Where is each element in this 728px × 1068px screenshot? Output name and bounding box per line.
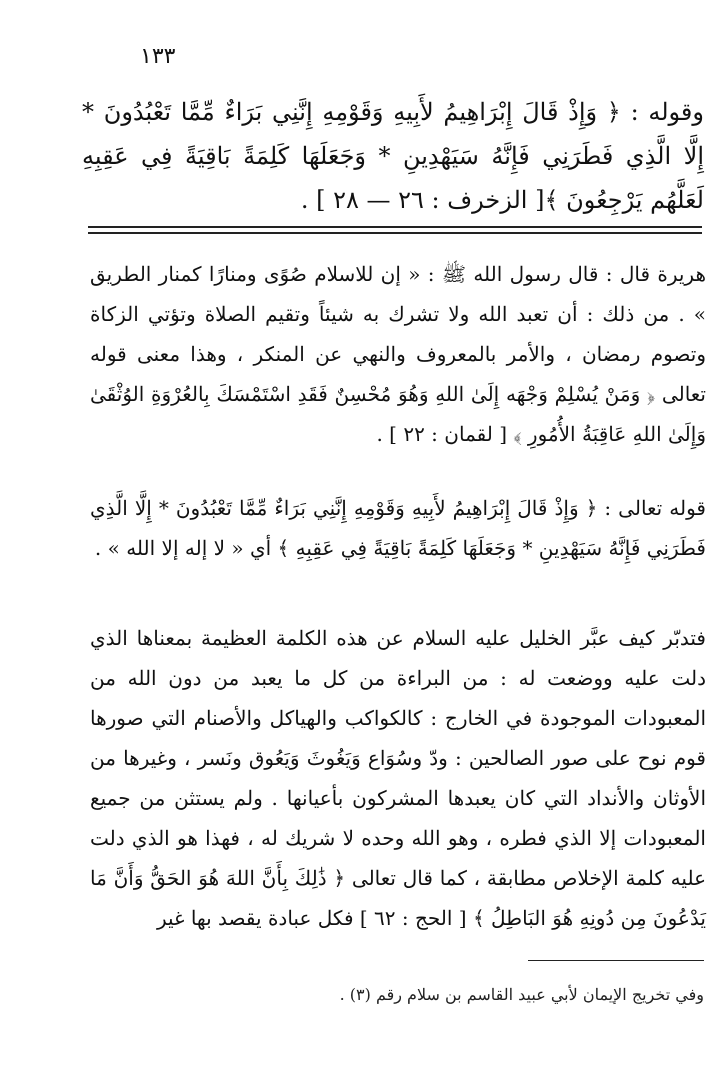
footnote: وفي تخريج الإيمان لأبي عبيد القاسم بن سلام رقم (٣) . [339,985,704,1004]
paragraph-hadith: هريرة قال : قال رسول الله ﷺ : « إن للاسلام صُوًى ومنارًا كمنار الطريق » . من ذلك : أن تعبد الله ولا تشرك به شيئاً وتقيم الصلاة وتؤتي الزكاة وتصوم رمضان ، والأمر بالمعروف والنهي عن المنكر ، وهذا معنى قوله تعالى ﴿ وَمَنْ يُسْلِمْ وَجْهَه إِلَىٰ اللهِ وَهُوَ مُحْسِنٌ فَقَدِ اسْتَمْسَكَ بِالعُرْوَةِ الوُثْقَىٰ وَإِلَىٰ اللهِ عَاقِبَةُ الأُمُورِ ﴾ [ لقمان : ٢٢ ] . [90,262,706,446]
page-number: ١٣٣ [140,44,176,69]
paragraph-commentary: فتدبّر كيف عبَّر الخليل عليه السلام عن هذه الكلمة العظيمة بمعناها الذي دلت عليه ووضعت له : من البراءة من كل ما يعبد من دون الله من المعبودات الموجودة في الخارج : كالكواكب والهياكل والأصنام التي صورها قوم نوح على صور الصالحين : ودّ وسُوَاع وَيَغُوثَ وَيَعُوق ونَسر ، وغيرها من الأوثان والأنداد التي كان يعبدها المشركون بأعيانها . ولم يستثن من جميع المعبودات إلا الذي فطره ، وهو الله وحده لا شريك له ، فهذا هو الذي دلت عليه كلمة الإخلاص مطابقة ، كما قال تعالى ﴿ ذَٰلِكَ بِأَنَّ اللهَ هُوَ الحَقُّ وَأَنَّ مَا يَدْعُونَ مِن دُونِهِ هُوَ البَاطِلُ ﴾ [ الحج : ٦٢ ] فكل عبادة يقصد بها غير [90,626,706,930]
section-divider-bottom [88,232,702,234]
quran-verse-box: وقوله : ﴿ وَإِذْ قَالَ إِبْرَاهِيمُ لأَبِيهِ وَقَوْمِهِ إِنَّنِي بَرَاءٌ مِّمَّا تَعْبُدُونَ * إِلَّا الَّذِي فَطَرَنِي فَإِنَّهُ سَيَهْدِينِ * وَجَعَلَهَا كَلِمَةً بَاقِيَةً فِي عَقِبِهِ لَعَلَّهُم يَرْجِعُونَ ﴾[ الزخرف : ٢٦ — ٢٨ ] . [82,98,704,214]
footnote-divider [528,960,704,961]
paragraph-verse-quote: قوله تعالى : ﴿ وَإِذْ قَالَ إِبْرَاهِيمُ لأَبِيهِ وَقَوْمِهِ إِنَّنِي بَرَاءٌ مِّمَّا تَعْبُدُونَ * إِلَّا الَّذِي فَطَرَنِي فَإِنَّهُ سَيَهْدِينِ * وَجَعَلَهَا كَلِمَةً بَاقِيَةً فِي عَقِبِهِ ﴾ أي « لا إله إلا الله » . [90,496,706,560]
section-divider-top [88,226,702,228]
